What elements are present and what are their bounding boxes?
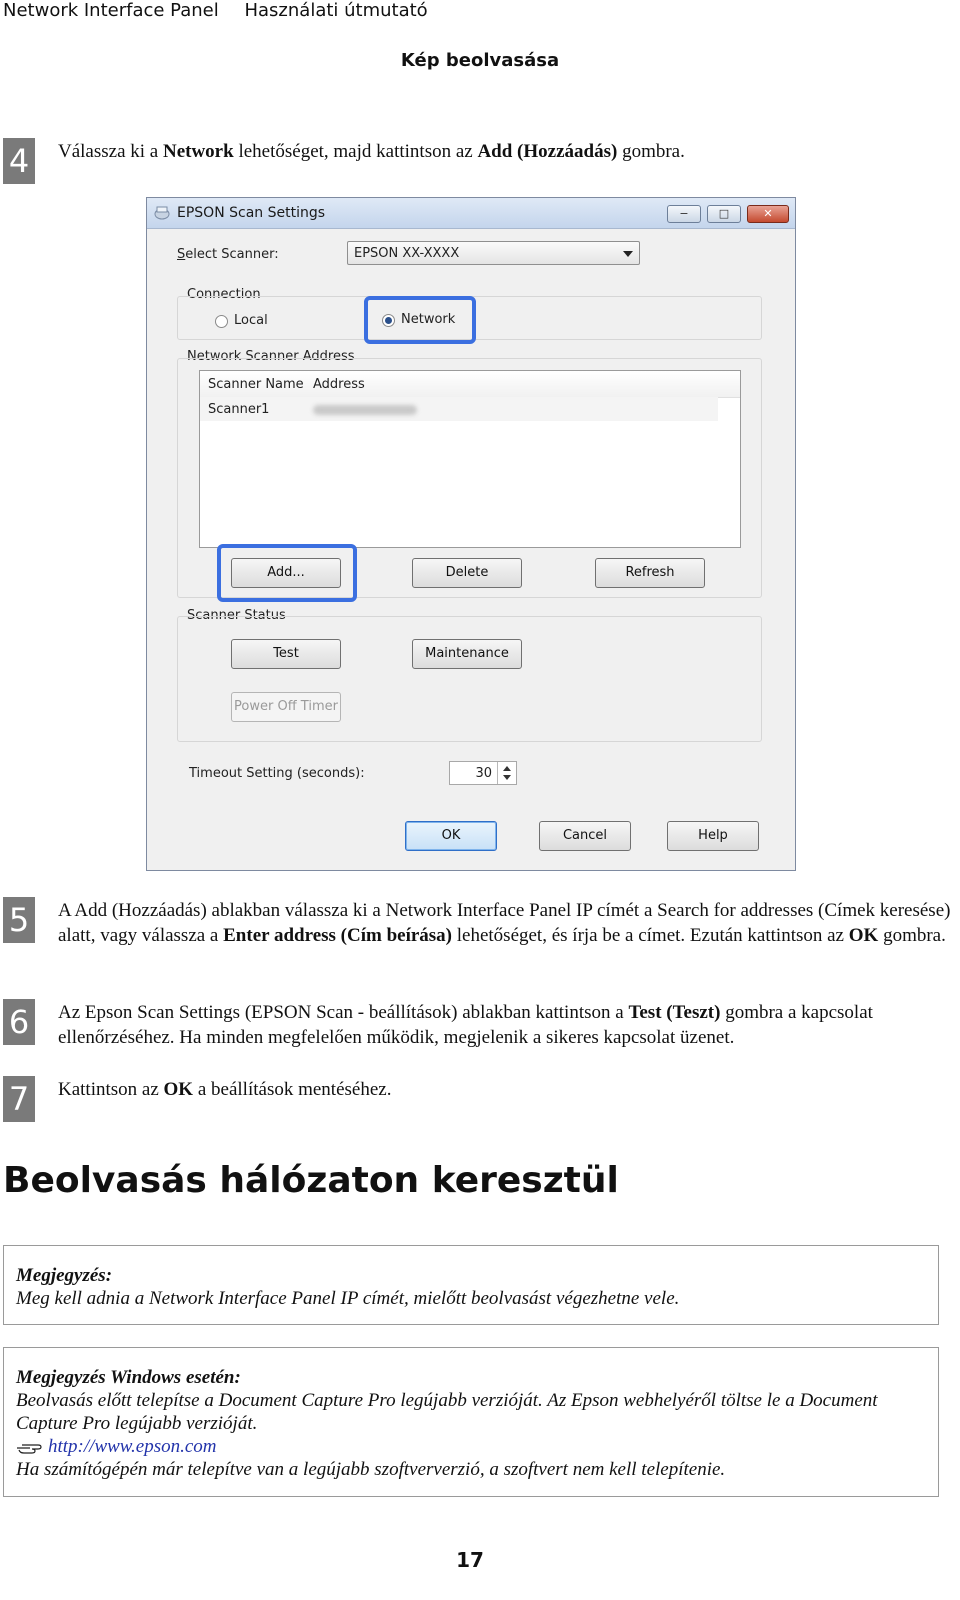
- step-text-part: gombra.: [878, 925, 946, 946]
- step-number-6: 6: [3, 999, 35, 1045]
- header-guide: Használati útmutató: [244, 0, 428, 21]
- column-header-address[interactable]: Address: [313, 377, 365, 392]
- step-6-text: [58, 1000, 958, 1050]
- step-5-text: [58, 898, 958, 948]
- close-button[interactable]: ✕: [747, 205, 789, 223]
- scanner-list[interactable]: [199, 370, 741, 548]
- step-number-5: 5: [3, 897, 35, 943]
- step-text-part: lehetőséget, és írja be a címet. Ezután kattintson az: [452, 925, 849, 946]
- cancel-button[interactable]: Cancel: [539, 821, 631, 851]
- section-heading: Beolvasás hálózaton keresztül: [3, 1160, 619, 1201]
- select-scanner-label: Select Scanner:: [177, 247, 279, 262]
- page-number: 17: [456, 1548, 484, 1572]
- step-text-bold: Enter address (Cím beírása): [223, 925, 452, 946]
- scanner-app-icon: [153, 204, 171, 222]
- local-label: Local: [234, 313, 268, 328]
- step-text-part: lehetőséget, majd kattintson az: [233, 141, 478, 162]
- maximize-button[interactable]: □: [707, 205, 741, 223]
- scanner-list-header: [200, 371, 740, 398]
- note-box: [3, 1245, 939, 1325]
- step-text-part: gombra a kapcsolat ellenőrzéséhez. Ha minden megfelelően működik, megjelenik a sikeres kapcsolat üzenet.: [58, 1002, 873, 1048]
- windows-note-box: [3, 1347, 939, 1497]
- step-text-part: a beállítások mentéséhez.: [193, 1079, 392, 1100]
- windows-note-link-line: [16, 1435, 926, 1458]
- header-product: Network Interface Panel: [3, 0, 219, 21]
- dialog-title: EPSON Scan Settings: [177, 205, 326, 221]
- step-text-bold: Test (Teszt): [628, 1002, 721, 1023]
- note-text: Meg kell adnia a Network Interface Panel IP címét, mielőtt beolvasást végezhetne vele.: [16, 1288, 680, 1309]
- step-text-part: Kattintson az: [58, 1079, 164, 1100]
- power-off-timer-button[interactable]: Power Off Timer: [231, 692, 341, 722]
- select-scanner-combo[interactable]: [347, 241, 640, 265]
- step-text-part: A Add (Hozzáadás) ablakban válassza ki a Network Interface Panel IP címét a Search for addresses (Címek keresése) alatt, vagy válassza a: [58, 900, 951, 946]
- windows-note-heading: Megjegyzés Windows esetén:: [16, 1367, 241, 1388]
- step-number-4: 4: [3, 138, 35, 184]
- step-text-bold: Add (Hozzáadás): [477, 141, 618, 162]
- maintenance-button[interactable]: Maintenance: [412, 639, 522, 669]
- step-text-bold: OK: [163, 1079, 194, 1100]
- step-4-text: [58, 139, 958, 164]
- windows-note-body: Beolvasás előtt telepítse a Document Capture Pro legújabb verzióját. Az Epson webhelyéről töltse le a Document Capture Pro legújabb verzióját.: [16, 1390, 878, 1434]
- arrow-up-icon[interactable]: [503, 766, 511, 771]
- help-button[interactable]: Help: [667, 821, 759, 851]
- network-address-label: Network Scanner Address: [187, 349, 355, 364]
- scanner-status-group: [177, 616, 762, 742]
- delete-button[interactable]: Delete: [412, 558, 522, 588]
- select-scanner-value: EPSON XX-XXXX: [354, 246, 460, 261]
- scanner-status-label: Scanner Status: [187, 608, 286, 623]
- section-title: Kép beolvasása: [400, 50, 560, 71]
- stepper-buttons[interactable]: [497, 762, 516, 784]
- network-radio[interactable]: [382, 314, 395, 327]
- step-text-part: Az Epson Scan Settings (EPSON Scan - beállítások) ablakban kattintson a: [58, 1002, 629, 1023]
- minimize-button[interactable]: −: [667, 205, 701, 223]
- table-row[interactable]: [200, 397, 718, 421]
- pointing-hand-icon: [16, 1441, 42, 1455]
- dialog-titlebar: [147, 198, 795, 229]
- ok-button[interactable]: OK: [405, 821, 497, 851]
- row-address-blurred: [313, 405, 417, 415]
- chevron-down-icon: [623, 251, 633, 257]
- timeout-label: Timeout Setting (seconds):: [189, 766, 365, 781]
- row-scanner-name: Scanner1: [208, 402, 270, 417]
- refresh-button[interactable]: Refresh: [595, 558, 705, 588]
- epson-scan-settings-dialog: [146, 197, 796, 871]
- column-header-name[interactable]: Scanner Name: [208, 377, 304, 392]
- local-radio[interactable]: [215, 315, 228, 328]
- note-heading: Megjegyzés:: [16, 1265, 113, 1286]
- network-label: Network: [401, 312, 456, 327]
- step-text-bold: OK: [848, 925, 879, 946]
- step-text-part: gombra.: [617, 141, 685, 162]
- step-text-bold: Network: [162, 141, 234, 162]
- running-header: [3, 0, 448, 21]
- step-number-7: 7: [3, 1076, 35, 1122]
- add-button[interactable]: Add...: [231, 558, 341, 588]
- step-7-text: [58, 1077, 958, 1102]
- step-text-part: Válassza ki a: [58, 141, 163, 162]
- windows-note-tail: Ha számítógépén már telepítve van a legújabb szoftververzió, a szoftvert nem kell telepítenie.: [16, 1459, 726, 1480]
- connection-label: Connection: [187, 287, 261, 302]
- timeout-value: 30: [475, 766, 492, 781]
- test-button[interactable]: Test: [231, 639, 341, 669]
- timeout-stepper[interactable]: [449, 761, 517, 785]
- epson-link[interactable]: http://www.epson.com: [48, 1436, 217, 1457]
- arrow-down-icon[interactable]: [503, 775, 511, 780]
